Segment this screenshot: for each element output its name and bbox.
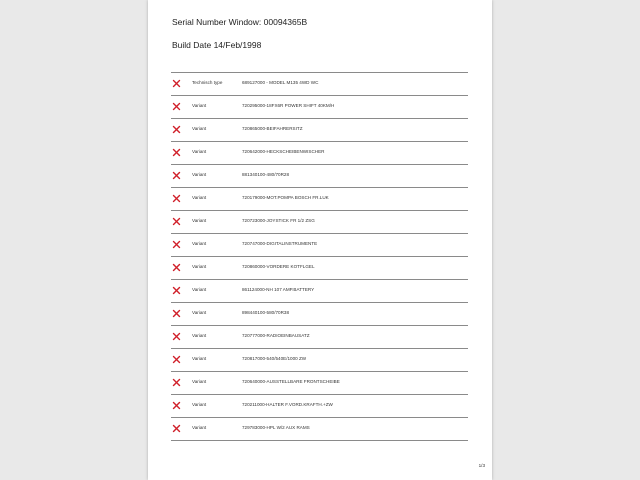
x-mark-icon [172,171,181,180]
x-mark-icon [172,355,181,364]
item-value: 720747000-DIGITALINSTRUMENTE [242,241,318,246]
item-value: 720642000-HECKSCHEIBENWISCHER [242,149,325,154]
list-item [171,349,468,372]
component-list [171,72,468,441]
list-item [171,395,468,418]
list-item [171,188,468,211]
x-mark-icon [172,378,181,387]
item-type-label: Variant [192,195,207,200]
item-type-label: Variant [192,218,207,223]
item-type-label: Variant [192,241,207,246]
item-value: 898440100-580/70R38 [242,310,290,315]
item-value: 720817000-540/540E/1000 ZW [242,356,307,361]
item-type-label: Variant [192,379,207,384]
item-value: 861124000-NH 107 AMP.BATTERY [242,287,315,292]
list-item [171,96,468,119]
x-mark-icon [172,240,181,249]
list-item [171,211,468,234]
item-value: 720860000-VORDERE KOTFLGEL [242,264,315,269]
list-item [171,418,468,441]
x-mark-icon [172,286,181,295]
x-mark-icon [172,401,181,410]
list-item [171,326,468,349]
item-type-label: Technisch type [192,80,223,85]
list-item [171,73,468,96]
item-type-label: Variant [192,172,207,177]
item-value: 881340100-480/70R28 [242,172,290,177]
list-item [171,303,468,326]
item-value: 720295000-18FX6R POWER SHIFT 40KM/H [242,103,335,108]
item-type-label: Variant [192,402,207,407]
document-page [148,0,492,480]
item-value: 720179000-MOT.POMPA BOSCH FR.LUK [242,195,329,200]
item-value: 720211000-HALTER F.VORD.KRAFTH.+ZW [242,402,333,407]
item-type-label: Variant [192,356,207,361]
item-type-label: Variant [192,149,207,154]
list-item [171,234,468,257]
item-type-label: Variant [192,264,207,269]
x-mark-icon [172,309,181,318]
x-mark-icon [172,263,181,272]
list-item [171,165,468,188]
x-mark-icon [172,332,181,341]
list-item [171,372,468,395]
list-item [171,280,468,303]
item-value: 720640000-AUSSTELLBARE FRONTSCHEIBE [242,379,340,384]
x-mark-icon [172,125,181,134]
x-mark-icon [172,148,181,157]
serial-number-heading: Serial Number Window: 00094365B [172,17,308,27]
item-value: 689127000 - MODEL M135 4WD WC [242,80,319,85]
x-mark-icon [172,194,181,203]
item-type-label: Variant [192,310,207,315]
item-type-label: Variant [192,126,207,131]
x-mark-icon [172,79,181,88]
x-mark-icon [172,102,181,111]
list-item [171,142,468,165]
item-value: 720723000-JOYSTICK FR 1/2 ZSG [242,218,315,223]
item-value: 720777000-RADIOEINBAUSATZ [242,333,310,338]
x-mark-icon [172,424,181,433]
item-type-label: Variant [192,425,207,430]
list-item [171,119,468,142]
build-date-heading: Build Date 14/Feb/1998 [172,40,262,50]
page-number: 1/3 [478,463,485,468]
item-type-label: Variant [192,287,207,292]
item-type-label: Variant [192,333,207,338]
list-item [171,257,468,280]
item-type-label: Variant [192,103,207,108]
item-value: 720865000-BEIFAHRERSITZ [242,126,303,131]
x-mark-icon [172,217,181,226]
item-value: 729783000-HPL W/2 AUX RAMS [242,425,310,430]
